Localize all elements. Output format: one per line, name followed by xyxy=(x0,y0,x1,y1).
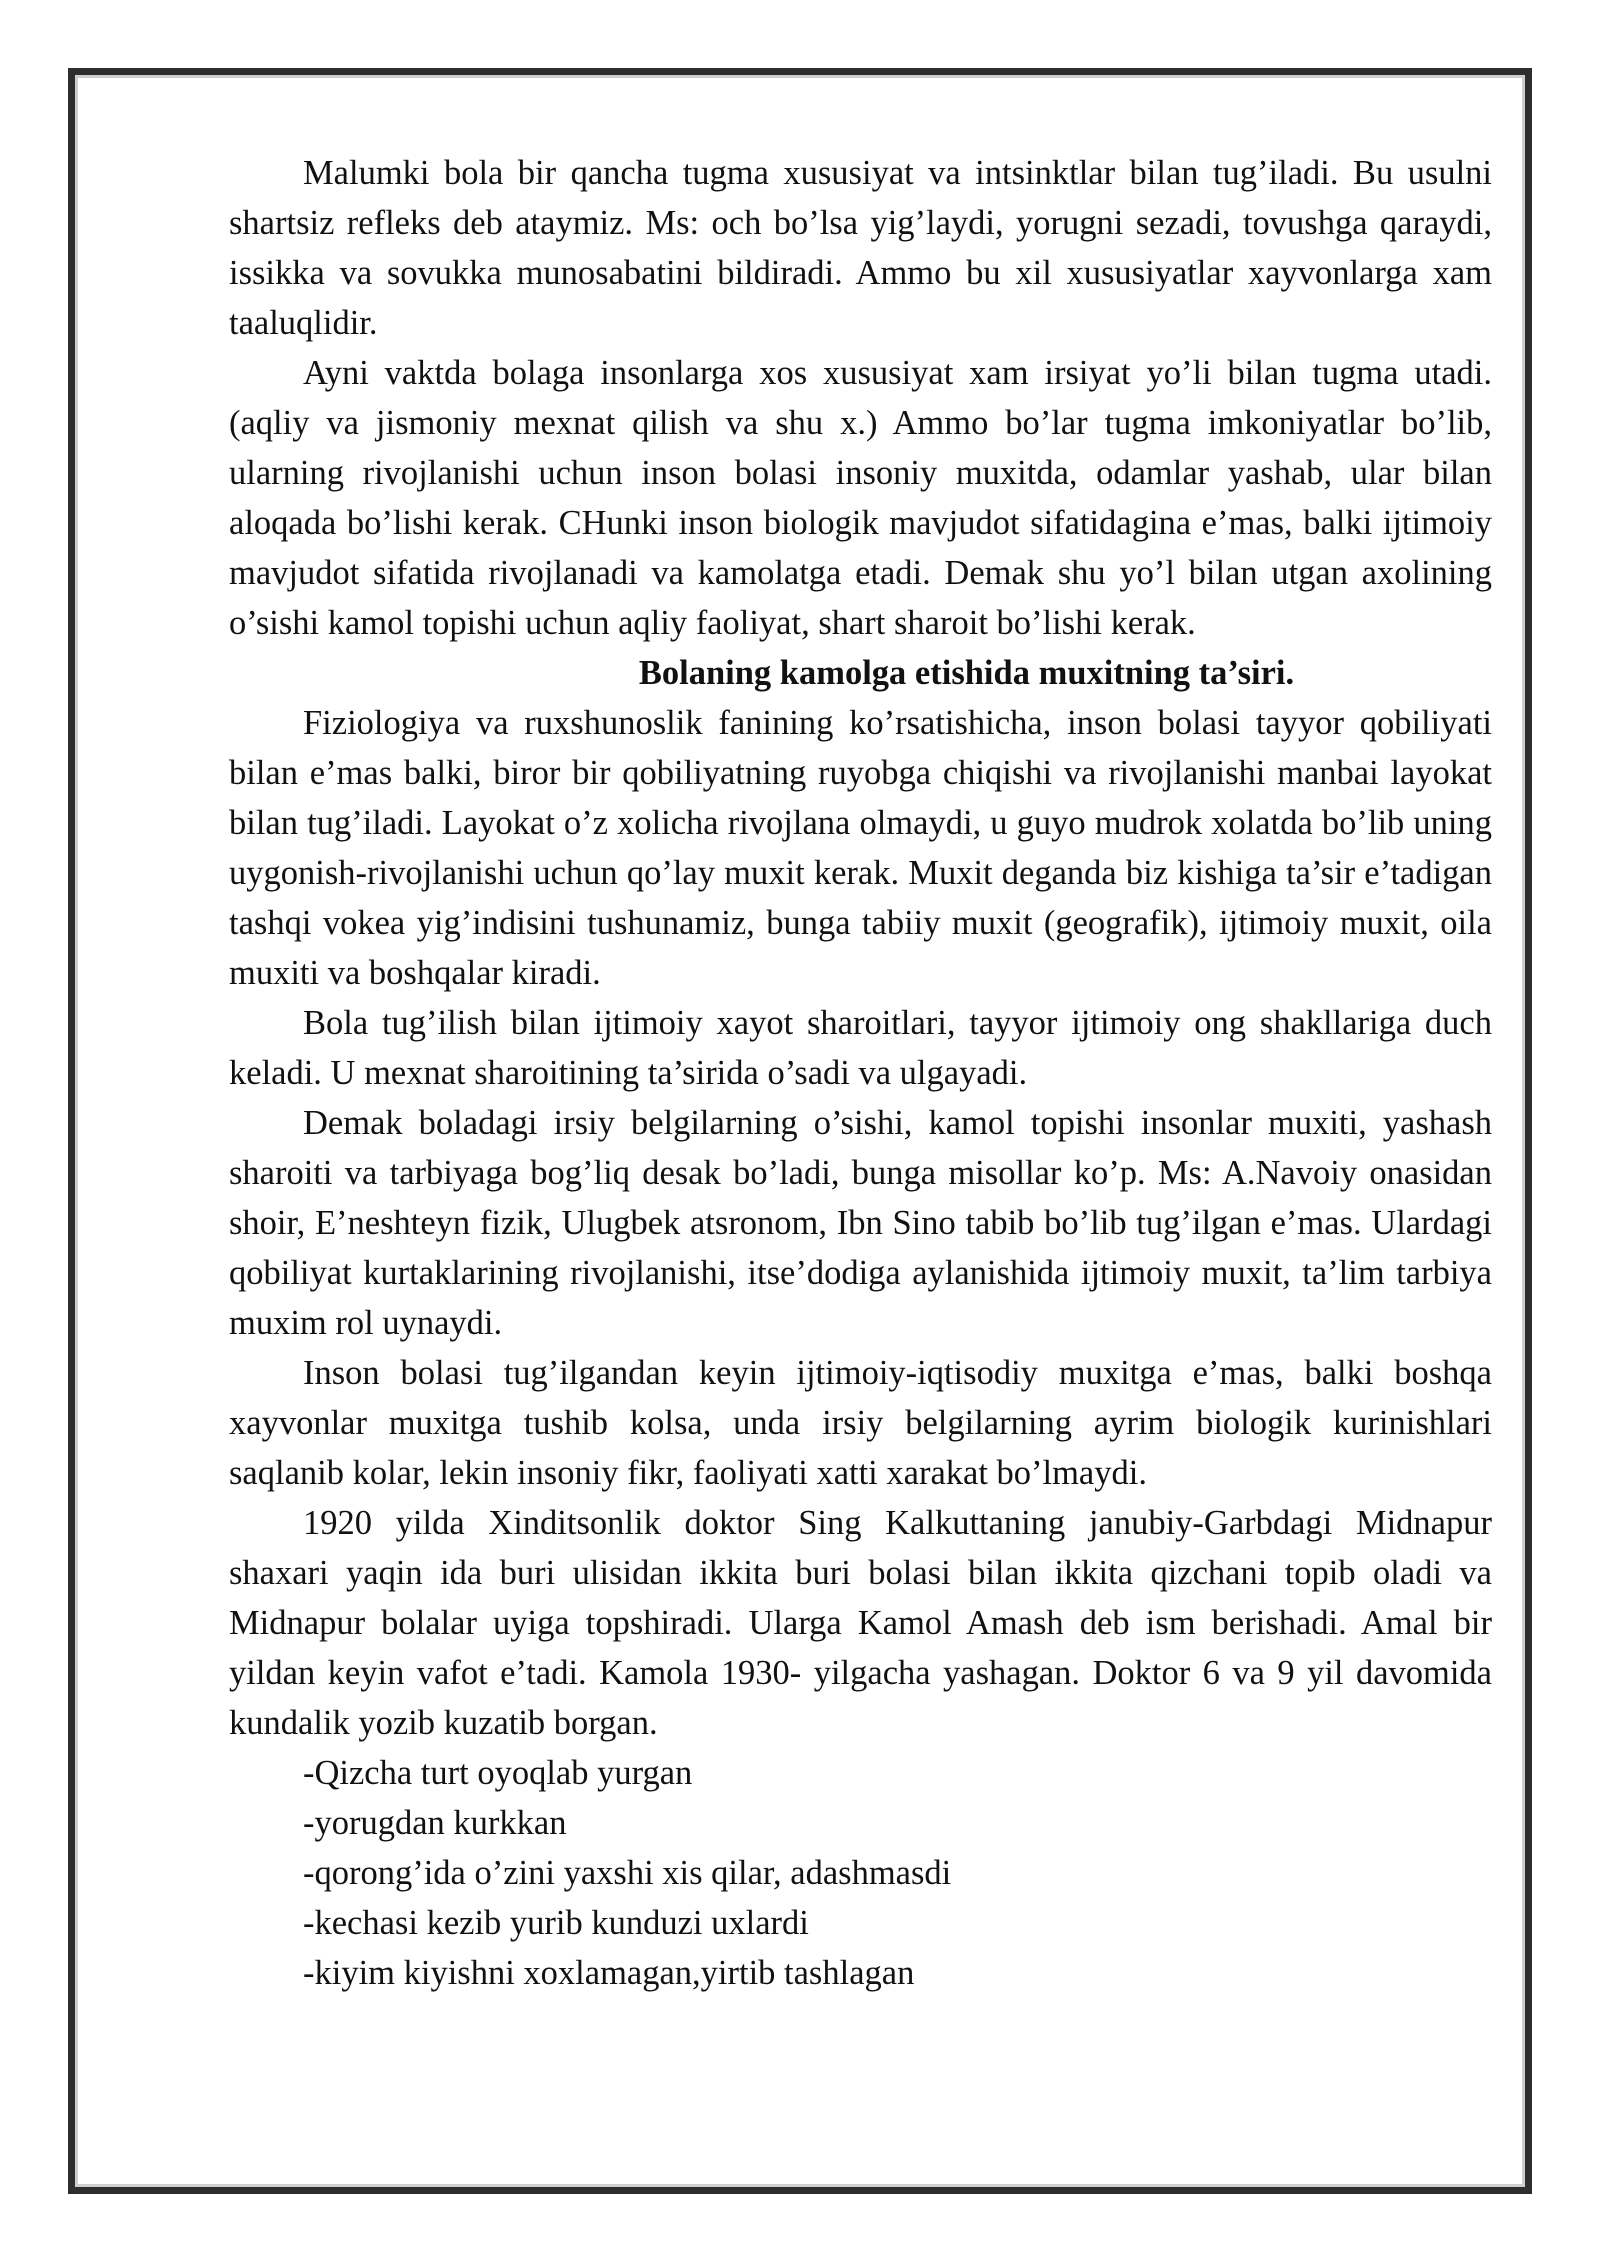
paragraph: Ayni vaktda bolaga insonlarga xos xususiyat xam irsiyat yo’li bilan tugma utadi. (aqliy va jismoniy mexnat qilish va shu x.) Ammo bo’lar tugma imkoniyatlar bo’lib, ularning rivojlanishi uchun inson bolasi insoniy muxitda, odamlar yashab, ular bilan aloqada bo’lishi kerak. CHunki inson biologik mavjudot sifatidagina e’mas, balki ijtimoiy mavjudot sifatida rivojlanadi va kamolatga etadi. Demak shu yo’l bilan utgan axolining o’sishi kamol topishi uchun aqliy faoliyat, shart sharoit bo’lishi kerak. xyxy=(229,354,1492,642)
paragraph: 1920 yilda Xinditsonlik doktor Sing Kalkuttaning janubiy-Garbdagi Midnapur shaxari yaqin ida buri ulisidan ikkita buri bolasi bilan ikkita qizchani topib oladi va Midnapur bolalar uyiga topshiradi. Ularga Kamol Amash deb ism berishadi. Amal bir yildan keyin vafot e’tadi. Kamola 1930- yilgacha yashagan. Doktor 6 va 9 yil davomida kundalik yozib kuzatib borgan. xyxy=(229,1504,1492,1742)
list-item: -kechasi kezib yurib kunduzi uxlardi xyxy=(303,1904,809,1942)
observation-list xyxy=(229,1748,1492,1998)
paragraph: Inson bolasi tug’ilgandan keyin ijtimoiy-iqtisodiy muxitga e’mas, balki boshqa xayvonlar muxitga tushib kolsa, unda irsiy belgilarning ayrim biologik kurinishlari saqlanib kolar, lekin insoniy fikr, faoliyati xatti xarakat bo’lmaydi. xyxy=(229,1354,1492,1492)
list-item: -qorong’ida o’zini yaxshi xis qilar, adashmasdi xyxy=(303,1854,952,1892)
section-heading: Bolaning kamolga etishida muxitning ta’siri. xyxy=(638,654,1295,692)
list-item: -yorugdan kurkkan xyxy=(303,1804,567,1842)
paragraph: Demak boladagi irsiy belgilarning o’sishi, kamol topishi insonlar muxiti, yashash sharoiti va tarbiyaga bog’liq desak bo’ladi, bunga misollar ko’p. Ms: A.Navoiy onasidan shoir, E’neshteyn fizik, Ulugbek atsronom, Ibn Sino tabib bo’lib tug’ilgan e’mas. Ulardagi qobiliyat kurtaklarining rivojlanishi, itse’dodiga aylanishida ijtimoiy muxit, ta’lim tarbiya muxim rol uynaydi. xyxy=(229,1104,1492,1342)
document-body xyxy=(229,148,1492,1998)
paragraph: Malumki bola bir qancha tugma xususiyat va intsinktlar bilan tug’iladi. Bu usulni shartsiz refleks deb ataymiz. Ms: och bo’lsa yig’laydi, yorugni sezadi, tovushga qaraydi, issikka va sovukka munosabatini bildiradi. Ammo bu xil xususiyatlar xayvonlarga xam taaluqlidir. xyxy=(229,154,1492,342)
list-item: -Qizcha turt oyoqlab yurgan xyxy=(303,1754,693,1792)
list-item: -kiyim kiyishni xoxlamagan,yirtib tashlagan xyxy=(303,1954,915,1992)
paragraph: Bola tug’ilish bilan ijtimoiy xayot sharoitlari, tayyor ijtimoiy ong shakllariga duch keladi. U mexnat sharoitining ta’sirida o’sadi va ulgayadi. xyxy=(229,1004,1492,1092)
paragraph: Fiziologiya va ruxshunoslik fanining ko’rsatishicha, inson bolasi tayyor qobiliyati bilan e’mas balki, biror bir qobiliyatning ruyobga chiqishi va rivojlanishi manbai layokat bilan tug’iladi. Layokat o’z xolicha rivojlana olmaydi, u guyo mudrok xolatda bo’lib uning uygonish-rivojlanishi uchun qo’lay muxit kerak. Muxit deganda biz kishiga ta’sir e’tadigan tashqi vokea yig’indisini tushunamiz, bunga tabiiy muxit (geografik), ijtimoiy muxit, oila muxiti va boshqalar kiradi. xyxy=(229,704,1492,992)
